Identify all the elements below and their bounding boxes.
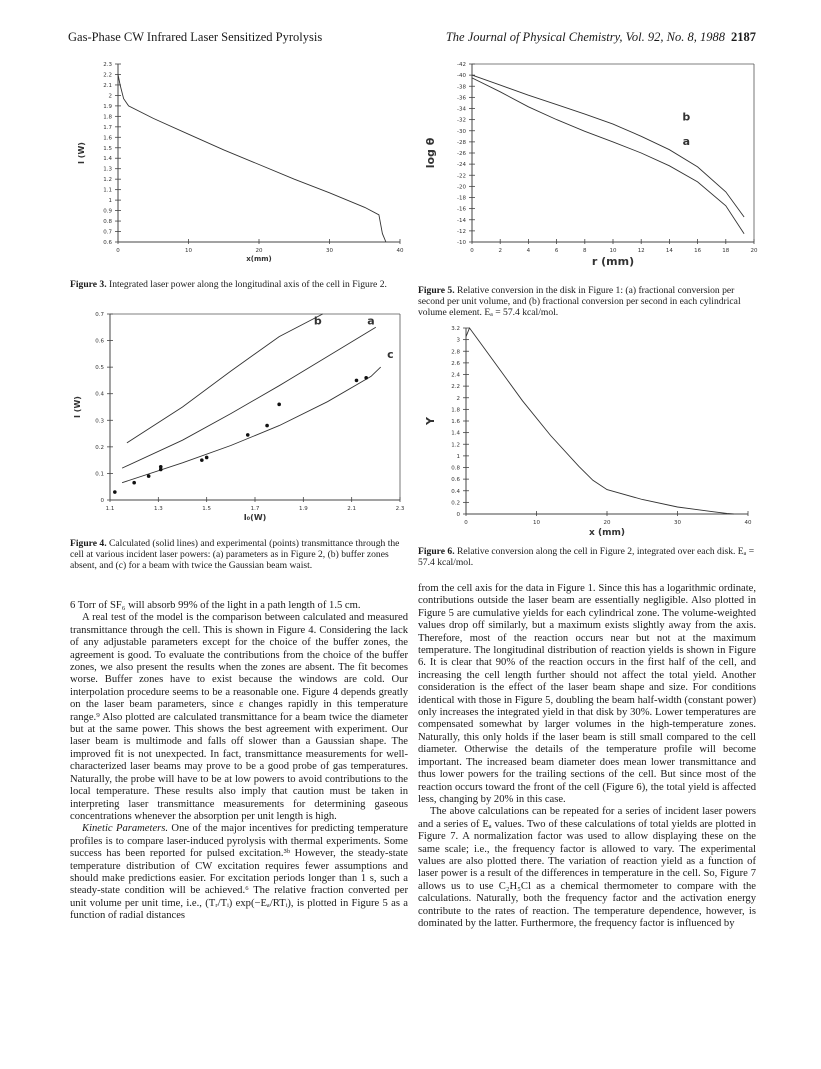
header-journal: [446, 30, 756, 45]
figure-4-data-point: [246, 433, 250, 437]
figure-5-x-tick-label: 14: [665, 248, 673, 254]
figure-5-x-tick-label: 20: [750, 248, 758, 254]
figure-5-x-tick-label: 12: [637, 248, 645, 254]
running-header: [68, 30, 756, 46]
figure-6-y-tick-label: 2.4: [451, 372, 460, 379]
figure-5-caption-label: Figure 5.: [418, 285, 455, 296]
figure-4-data-point: [147, 474, 151, 478]
figure-4-y-tick-label: 0.7: [95, 312, 104, 318]
figure-3-y-tick-label: 2.1: [103, 82, 112, 89]
figure-5-x-tick-label: 8: [583, 248, 587, 254]
figure-5-x-tick-label: 10: [609, 248, 617, 254]
figure-4-y-tick-label: 0.3: [95, 418, 104, 425]
figure-6-y-tick-label: 2: [456, 395, 460, 402]
figure-3-y-tick-label: 1.2: [103, 177, 112, 184]
figure-3-y-tick-label: 1.8: [103, 114, 112, 121]
figure-5-caption-text: Relative conversion in the disk in Figure 1: (a) fractional conversion per second per unit volume, and (b) fractional conversion per second in each cylindrical volume element. Eₐ = 57.4 kcal/mol.: [418, 285, 741, 319]
figure-5-y-tick-label: -28: [457, 139, 466, 146]
figure-6: [418, 322, 758, 542]
figure-5-y-tick-label: -16: [457, 206, 466, 213]
figure-6-x-tick-label: 40: [744, 520, 752, 526]
figure-4-series-a-label: a: [367, 314, 375, 328]
figure-4-data-point: [200, 458, 204, 462]
figure-3-x-tick-label: 40: [396, 248, 404, 254]
figure-4-series-b-line: [127, 314, 323, 443]
figure-5-y-tick-label: -42: [457, 62, 466, 68]
figure-3-caption-text: Integrated laser power along the longitudinal axis of the cell in Figure 2.: [109, 279, 387, 290]
figure-6-x-tick-label: 20: [603, 520, 611, 526]
figure-5-series-b-line: [472, 75, 744, 217]
figure-5-x-tick-label: 2: [498, 248, 502, 254]
figure-3-x-tick-label: 20: [255, 248, 263, 254]
figure-6-y-tick-label: 2.2: [451, 384, 460, 391]
figure-5-x-tick-label: 4: [526, 248, 531, 254]
right-paragraph-2: The above calculations can be repeated for a series of incident laser powers and a series of Eₐ values. Two of these calculations of total yields are plotted in Figure 7. A normalization factor was used to allow displaying these on the same scale; i.e., the frequency factor is allowed to vary. The experimental values are also plotted there. The variation of reaction yield as a function of laser power is a result of the differences in temperature in the cell. So, Figure 7 allows us to use C₂H₅Cl as a chemical thermometer to compare with the calculations. Naturally, both the frequency factor and the activation energy contribute to the rates of reaction. The temperature dependence, however, is dominated by the latter. Furthermore, the frequency factor is influenced by: [418, 806, 756, 929]
kinetic-parameters-heading: Kinetic Parameters.: [82, 823, 169, 835]
figure-6-y-axis-label: Y: [424, 417, 437, 425]
figure-6-y-tick-label: 3: [456, 337, 460, 344]
figure-4-x-tick-label: 1.3: [153, 506, 163, 512]
figure-6-y-tick-label: 0.8: [451, 465, 460, 472]
figure-3-y-tick-label: 0.7: [103, 229, 112, 236]
left-paragraph-2: A real test of the model is the comparison between calculated and measured transmittance through the cell. This is shown in Figure 4. Considering the lack of any adjustable parameters except for the choice of the buffer zones, the agreement is good. To evaluate the contributions from the choice of the buffer zones, we also present the results when the zones are absent. The fit becomes worse. Buffer zones have to exist because the windows are cold. Our interpolation procedure seems to be a reasonable one. Figure 4 depends greatly on the laser beam parameters, since ε changes rapidly in this temperature range.⁹ Also plotted are calculated transmittance for a beam twice the diameter but at the same power. This shows the best agreement with experiment. Our laser beam is multimode and falls off slower than a Gaussian shape. The improved fit is not unexpected. In fact, transmittance measurements for well-characterized laser beams may prove to be a good probe of gas temperatures. Naturally, the probe will have to be at low powers to avoid contributions to the local temperature. These results also imply that caution must be taken in interpreting laser transmittance measurements for determining gaseous concentrations whenever the absorption per unit length is high.: [70, 612, 408, 822]
figure-6-series-0-line: [466, 328, 734, 514]
figure-3-caption-label: Figure 3.: [70, 279, 107, 290]
figure-6-y-tick-label: 2.8: [451, 349, 460, 356]
figure-5-y-tick-label: -30: [457, 128, 466, 135]
figure-6-y-tick-label: 1.8: [451, 407, 460, 414]
figure-4-caption: [70, 538, 410, 572]
figure-4-caption-label: Figure 4.: [70, 538, 107, 549]
figure-6-y-tick-label: 1.6: [451, 419, 460, 425]
figure-5-y-tick-label: -34: [457, 106, 466, 113]
figure-4-series-c-label: c: [387, 347, 394, 361]
figure-6-y-tick-label: 2.6: [451, 360, 460, 367]
figure-5-caption: [418, 285, 756, 319]
figure-5-y-axis-label: log θ: [424, 137, 437, 169]
figure-5-y-tick-label: -22: [457, 173, 466, 180]
figure-5-y-tick-label: -38: [457, 84, 466, 91]
figure-3-x-tick-label: 10: [185, 248, 192, 254]
figure-5-y-tick-label: -36: [457, 95, 466, 102]
figure-4-x-tick-label: 1.5: [202, 506, 212, 512]
figure-4-data-point: [113, 490, 117, 494]
figure-5-y-tick-label: -26: [457, 151, 466, 157]
figure-3-y-tick-label: 2: [108, 93, 112, 100]
kinetic-parameters-text: One of the major incentives for predicting temperature profiles is to compare laser-induced pyrolysis with thermal experiments. Some success has been reported for pulsed excitation.³ᵇ However, the steady-state temperature distribution of CW excitation requires fewer assumptions and should make predictions easier. For excitation periods longer than 1 s, such a steady-state condition will be achieved.⁶ The relative fraction converted per unit volume per unit time, i.e., (Tᵣ/Tᵢ) exp(−Eₐ/RTᵢ), is plotted in Figure 5 as a function of radial distances: [70, 823, 408, 922]
right-column: [418, 583, 756, 930]
figure-6-x-tick-label: 30: [674, 520, 681, 526]
figure-3-chart: [70, 58, 410, 273]
figure-6-x-tick-label: 0: [464, 520, 468, 526]
figure-4-data-point: [205, 456, 209, 460]
figure-4-data-point: [265, 424, 269, 428]
figure-4-caption-text: Calculated (solid lines) and experimental (points) transmittance through the cell at various incident laser powers: (a) parameters as in Figure 2, (b) buffer zones absent, and (c) for a beam with twice the Gaussian beam waist.: [70, 538, 400, 572]
figure-4-y-tick-label: 0.1: [95, 471, 104, 478]
figure-6-y-tick-label: 1.2: [451, 442, 460, 449]
figure-3-y-tick-label: 1: [108, 198, 112, 205]
figure-3-y-tick-label: 1.1: [103, 187, 112, 194]
figure-6-x-tick-label: 10: [533, 520, 540, 526]
figure-5-chart: [418, 58, 758, 283]
figure-3-y-tick-label: 2.2: [103, 72, 112, 79]
figure-6-y-tick-label: 0.6: [451, 477, 460, 484]
figure-5-y-tick-label: -24: [457, 162, 466, 169]
figure-3-y-tick-label: 0.8: [103, 219, 112, 226]
figure-5-series-b-label: b: [682, 110, 691, 124]
figure-4-x-tick-label: 2.3: [395, 506, 405, 512]
figure-4-x-tick-label: 1.7: [250, 506, 260, 512]
figure-4-x-axis-label: I₀(W): [243, 513, 267, 522]
figure-3-y-tick-label: 0.9: [103, 208, 112, 215]
figure-4-data-point: [277, 403, 281, 407]
figure-4-data-point: [159, 465, 163, 469]
figure-6-y-tick-label: 0.2: [451, 500, 460, 507]
figure-6-y-tick-label: 3.2: [451, 326, 460, 332]
figure-3: [70, 58, 410, 273]
figure-5-x-tick-label: 16: [694, 248, 702, 254]
figure-5-series-a-line: [472, 78, 744, 234]
figure-6-caption: [418, 546, 756, 568]
figure-4-data-point: [355, 379, 359, 383]
figure-3-caption: [70, 279, 410, 290]
figure-3-y-tick-label: 2.3: [103, 62, 112, 68]
page-number: 2187: [731, 30, 756, 44]
figure-5-y-tick-label: -32: [457, 117, 466, 124]
figure-3-y-tick-label: 1.7: [103, 124, 112, 131]
figure-4-y-tick-label: 0.6: [95, 338, 104, 345]
figure-4-y-axis-label: I (W): [73, 396, 82, 418]
left-paragraph-1: 6 Torr of SF₆ will absorb 99% of the light in a path length of 1.5 cm.: [70, 600, 361, 611]
figure-4-series-a-line: [122, 327, 376, 468]
figure-3-x-tick-label: 30: [326, 248, 333, 254]
figure-4-y-tick-label: 0.4: [95, 391, 104, 398]
figure-4-data-point: [132, 481, 136, 485]
figure-4-y-tick-label: 0.5: [95, 365, 104, 372]
figure-6-y-tick-label: 0.4: [451, 488, 460, 495]
figure-5-y-tick-label: -40: [457, 73, 466, 80]
figure-3-y-tick-label: 1.3: [103, 166, 112, 173]
header-title: Gas-Phase CW Infrared Laser Sensitized Pyrolysis: [68, 30, 323, 44]
figure-4-x-tick-label: 1.1: [105, 506, 115, 512]
figure-5-x-tick-label: 6: [554, 248, 559, 254]
figure-3-y-tick-label: 1.9: [103, 103, 112, 110]
figure-3-x-tick-label: 0: [116, 248, 120, 254]
figure-3-y-tick-label: 1.4: [103, 156, 112, 163]
figure-5: [418, 58, 758, 283]
left-column: [70, 600, 408, 923]
figure-4-x-tick-label: 1.9: [298, 506, 308, 512]
figure-3-x-axis-label: x(mm): [246, 255, 272, 263]
figure-6-caption-label: Figure 6.: [418, 546, 455, 557]
figure-4-chart: [70, 308, 410, 530]
figure-3-y-tick-label: 0.6: [103, 240, 112, 246]
figure-3-y-axis-label: I (W): [77, 142, 86, 164]
figure-5-y-tick-label: -20: [457, 184, 466, 191]
figure-6-chart: [418, 322, 758, 542]
figure-3-series-0-line: [118, 75, 386, 243]
figure-6-caption-text: Relative conversion along the cell in Figure 2, integrated over each disk. Eₐ = 57.4 kcal/mol.: [418, 546, 755, 569]
figure-5-y-tick-label: -14: [457, 217, 466, 224]
figure-6-y-tick-label: 0: [456, 512, 460, 518]
figure-6-x-axis-label: x (mm): [589, 528, 625, 538]
figure-6-y-tick-label: 1: [456, 453, 460, 460]
figure-6-y-tick-label: 1.4: [451, 430, 460, 437]
figure-3-y-tick-label: 1.5: [103, 145, 112, 152]
figure-4: [70, 308, 410, 530]
figure-5-x-axis-label: r (mm): [591, 255, 635, 268]
figure-5-y-tick-label: -10: [457, 240, 466, 246]
figure-5-y-tick-label: -18: [457, 195, 466, 202]
figure-5-y-tick-label: -12: [457, 228, 466, 235]
figure-4-y-tick-label: 0: [100, 498, 104, 504]
figure-3-y-tick-label: 1.6: [103, 135, 112, 142]
figure-4-series-b-label: b: [313, 314, 322, 328]
figure-4-y-tick-label: 0.2: [95, 444, 104, 451]
figure-5-series-a-label: a: [682, 135, 691, 149]
journal-citation: The Journal of Physical Chemistry, Vol. 92, No. 8, 1988: [445, 30, 725, 44]
figure-4-data-point: [364, 376, 368, 380]
figure-5-x-tick-label: 18: [722, 248, 730, 254]
right-paragraph-1: from the cell axis for the data in Figure 1. Since this has a logarithmic ordinate, contributions outside the laser beam are essentially negligible. Also plotted in Figure 5 are cumulative yields for each cylindrical zone. The volume-weighted values drop off similarly, but a maximum exists slightly away from the axis. Therefore, most of the reaction occurs near but not at the maximum temperature. The longitudinal distribution of reaction yields is shown in Figure 6. It is clear that 90% of the reaction occurs in the first half of the cell, and increasing the cell length further should not affect the total yield. Another consideration is the effect of the laser beam shape and size. For conditions identical with those in Figure 5, doubling the beam half-width (constant power) only increases the integrated yield in that disk by 30%. Lower temperatures are compensated somewhat by larger volumes in the high-temperature zones. Naturally, this only holds if the laser beam is still small compared to the cell diameter. Otherwise the details of the temperature profile will become important. The increased beam diameter does mean lower transmittance and thus lower powers for the trailing sections of the cell. But since most of the reaction occurs toward the front of the cell (Figure 6), the total yield is affected less, changing by 20% in this case.: [418, 583, 756, 805]
kinetic-parameters-paragraph: [70, 823, 408, 922]
figure-5-x-tick-label: 0: [470, 248, 474, 254]
figure-4-x-tick-label: 2.1: [347, 506, 357, 512]
